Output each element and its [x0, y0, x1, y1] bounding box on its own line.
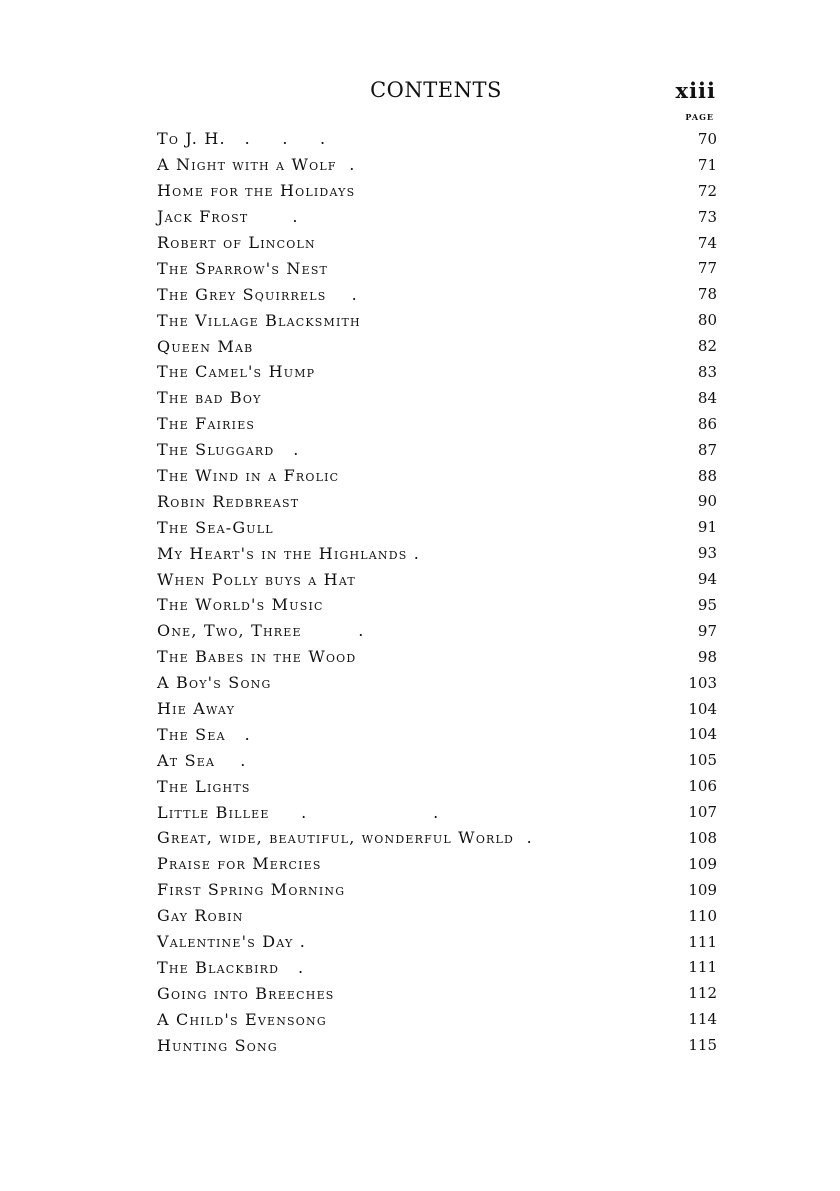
toc-entry-page: 110 [688, 906, 717, 925]
toc-entry-page: 72 [697, 181, 717, 200]
toc-entry-page: 91 [697, 518, 717, 537]
page-number: xiii [675, 78, 716, 103]
toc-entry-page: 94 [697, 570, 717, 589]
toc-entry-title: First Spring Morning [157, 880, 346, 900]
page-header [0, 78, 840, 108]
toc-entry-title: The World's Music [157, 595, 324, 615]
toc-entry [157, 747, 717, 773]
toc-entry-page: 95 [697, 595, 717, 614]
toc-entry [157, 799, 717, 825]
toc-entry [157, 696, 717, 722]
toc-entry-page: 107 [688, 803, 717, 822]
toc-entry-title: Jack Frost . [157, 207, 299, 227]
toc-entry-title: Valentine's Day . [157, 932, 306, 952]
toc-entry-page: 103 [688, 673, 717, 692]
toc-entry [157, 437, 717, 463]
toc-entry [157, 540, 717, 566]
toc-entry-page: 87 [697, 440, 717, 459]
toc-entry [157, 825, 717, 851]
toc-entry [157, 152, 717, 178]
toc-entry [157, 230, 717, 256]
toc-entry-title: A Child's Evensong [157, 1009, 327, 1029]
toc-entry-title: The Sluggard . [157, 440, 300, 460]
toc-entry-title: The bad Boy [157, 388, 262, 408]
toc-entry-title: Going into Breeches [157, 983, 335, 1003]
toc-entry-page: 104 [688, 725, 717, 744]
toc-entry-title: The Village Blacksmith [157, 310, 361, 330]
toc-entry-title: The Sea-Gull [157, 517, 274, 537]
toc-entry-title: The Blackbird . [157, 957, 305, 977]
toc-entry-page: 104 [688, 699, 717, 718]
toc-entry-title: Praise for Mercies [157, 854, 322, 874]
toc-entry-title: To J. H. . . . [157, 129, 327, 149]
toc-entry-page: 115 [688, 1036, 717, 1055]
toc-entry [157, 411, 717, 437]
toc-entry-page: 77 [697, 259, 717, 278]
toc-entry-page: 93 [697, 544, 717, 563]
toc-entry-title: The Grey Squirrels . [157, 284, 358, 304]
toc-entry [157, 721, 717, 747]
toc-entry [157, 488, 717, 514]
toc-entry-page: 106 [688, 777, 717, 796]
toc-entry-title: Queen Mab [157, 336, 254, 356]
page-column-label: PAGE [685, 112, 714, 122]
toc-entry [157, 592, 717, 618]
toc-entry-page: 78 [697, 285, 717, 304]
toc-entry [157, 773, 717, 799]
toc-entry-title: A Boy's Song [157, 673, 272, 693]
toc-entry-page: 70 [697, 129, 717, 148]
toc-entry [157, 514, 717, 540]
toc-entry-title: My Heart's in the Highlands . [157, 543, 421, 563]
toc-entry [157, 204, 717, 230]
toc-entry-title: The Fairies [157, 414, 256, 434]
toc-entry [157, 178, 717, 204]
toc-entry-title: The Lights [157, 776, 251, 796]
toc-entry-title: The Sea . [157, 724, 251, 744]
toc-entry [157, 333, 717, 359]
toc-entry [157, 1032, 717, 1058]
page-title: CONTENTS [370, 78, 502, 102]
toc-entry [157, 255, 717, 281]
toc-entry-title: When Polly buys a Hat [157, 569, 356, 589]
toc-entry-title: The Sparrow's Nest [157, 258, 329, 278]
toc-entry-page: 109 [688, 854, 717, 873]
toc-entry-page: 109 [688, 880, 717, 899]
toc-entry [157, 644, 717, 670]
toc-entry-page: 90 [697, 492, 717, 511]
toc-entry [157, 566, 717, 592]
toc-entry [157, 618, 717, 644]
toc-entry-page: 98 [697, 647, 717, 666]
toc-entry-title: The Camel's Hump [157, 362, 316, 382]
toc-entry-title: Great, wide, beautiful, wonderful World . [157, 828, 533, 848]
toc-entry [157, 307, 717, 333]
toc-entry [157, 955, 717, 981]
toc-entry-page: 97 [697, 621, 717, 640]
toc-entry-title: Hie Away [157, 699, 236, 719]
toc-entry-title: Gay Robin [157, 906, 244, 926]
toc-entry [157, 359, 717, 385]
toc-entry [157, 1006, 717, 1032]
toc-entry-page: 105 [688, 751, 717, 770]
toc-entry-title: Home for the Holidays [157, 181, 356, 201]
toc-entry-page: 114 [688, 1010, 717, 1029]
toc-entry [157, 877, 717, 903]
toc-entry [157, 126, 717, 152]
toc-entry [157, 929, 717, 955]
toc-entry-page: 88 [697, 466, 717, 485]
toc-entry-title: One, Two, Three . [157, 621, 365, 641]
toc-entry-page: 111 [688, 932, 717, 951]
toc-entry-title: The Babes in the Wood [157, 647, 357, 667]
toc-entry-page: 112 [688, 984, 717, 1003]
toc-entry-page: 83 [697, 362, 717, 381]
toc-entry [157, 903, 717, 929]
toc-entry-page: 82 [697, 337, 717, 356]
toc-entry-title: Robert of Lincoln [157, 233, 316, 252]
toc-entry-title: Little Billee . . [157, 802, 440, 822]
toc-entry-page: 73 [697, 207, 717, 226]
toc-entry-page: 74 [697, 233, 717, 252]
toc-entry-page: 86 [697, 414, 717, 433]
toc-entry-title: At Sea . [157, 750, 247, 770]
toc-entry [157, 670, 717, 696]
toc-entry-page: 111 [688, 958, 717, 977]
toc-entry-page: 71 [697, 155, 717, 174]
toc-entry-title: Hunting Song [157, 1035, 278, 1055]
toc-entry [157, 385, 717, 411]
toc-entry-title: The Wind in a Frolic [157, 466, 340, 486]
toc-entry [157, 463, 717, 489]
toc-entry-page: 80 [697, 311, 717, 330]
toc-entry [157, 281, 717, 307]
table-of-contents [157, 126, 717, 1058]
toc-entry-title: Robin Redbreast [157, 491, 300, 511]
toc-entry [157, 980, 717, 1006]
toc-entry-page: 108 [688, 828, 717, 847]
toc-entry-title: A Night with a Wolf . [157, 155, 356, 175]
toc-entry-page: 84 [697, 388, 717, 407]
toc-entry [157, 851, 717, 877]
